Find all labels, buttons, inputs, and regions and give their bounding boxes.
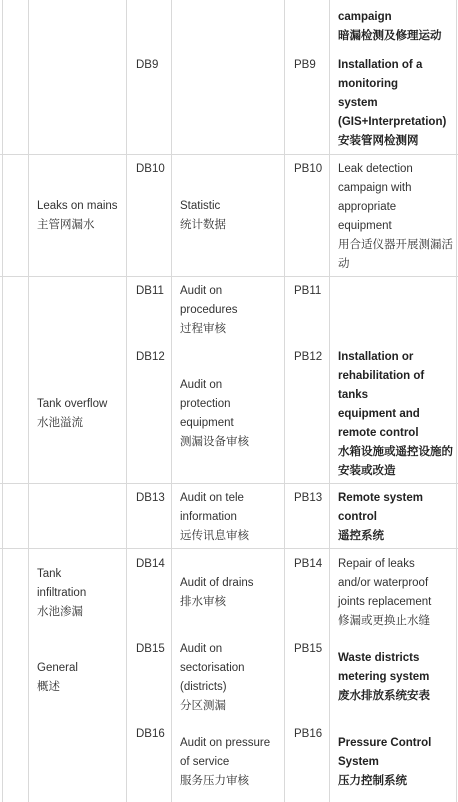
pb-code: PB9	[294, 59, 316, 71]
action-cell: Installation of a monitoring system (GIS+Interpretation) 安装管网检测网	[338, 59, 447, 147]
audit-cell: Audit on protection equipment 测漏设备审核	[180, 379, 249, 448]
audit-cell: Audit on sectorisation (districts) 分区测漏	[180, 643, 245, 712]
column-divider	[329, 0, 330, 802]
action-cell: Remote system control 遥控系统	[338, 492, 424, 542]
pb-code: PB10	[294, 163, 323, 175]
pb-code: PB12	[294, 351, 323, 363]
db-code: DB9	[136, 59, 159, 71]
row-divider	[0, 154, 458, 155]
audit-cell: Audit on tele information 远传讯息审核	[180, 492, 249, 542]
column-divider	[2, 0, 3, 802]
section-label: General 概述	[37, 662, 78, 693]
action-cell: Pressure Control System 压力控制系统	[338, 737, 432, 787]
row-divider	[0, 483, 458, 484]
action-cell: campaign 暗漏检测及修理运动	[338, 11, 442, 42]
db-code: DB15	[136, 643, 165, 655]
row-divider	[0, 276, 458, 277]
pb-code: PB13	[294, 492, 323, 504]
audit-cell: Statistic 统计数据	[180, 200, 226, 231]
section-label: Tank overflow 水池溢流	[37, 398, 108, 429]
column-divider	[456, 0, 457, 802]
action-cell: Leak detection campaign with appropriate equipment 用合适仪器开展测漏活 动	[338, 163, 453, 270]
column-divider	[28, 0, 29, 802]
action-cell: Waste districts metering system 废水排放系统安表	[338, 652, 430, 702]
section-label: Leaks on mains 主管网漏水	[37, 200, 118, 231]
column-divider	[126, 0, 127, 802]
audit-cell: Audit on procedures 过程审核	[180, 285, 238, 335]
row-divider	[0, 548, 458, 549]
section-label: Tank infiltration 水池渗漏	[37, 568, 87, 618]
action-cell: Repair of leaks and/or waterproof joints replacement 修漏或更换止水缝	[338, 558, 432, 627]
db-code: DB11	[136, 285, 164, 297]
db-code: DB16	[136, 728, 165, 740]
column-divider	[171, 0, 172, 802]
pb-code: PB11	[294, 285, 322, 297]
db-code: DB10	[136, 163, 165, 175]
pb-code: PB16	[294, 728, 323, 740]
action-cell: Installation or rehabilitation of tanks equipment and remote control 水箱设施或遥控设施的 安装或改造	[338, 351, 453, 477]
pb-code: PB14	[294, 558, 323, 570]
column-divider	[284, 0, 285, 802]
audit-cell: Audit on pressure of service 服务压力审核	[180, 737, 271, 787]
pb-code: PB15	[294, 643, 323, 655]
db-code: DB13	[136, 492, 165, 504]
db-code: DB14	[136, 558, 165, 570]
db-code: DB12	[136, 351, 165, 363]
audit-cell: Audit of drains 排水审核	[180, 577, 254, 608]
